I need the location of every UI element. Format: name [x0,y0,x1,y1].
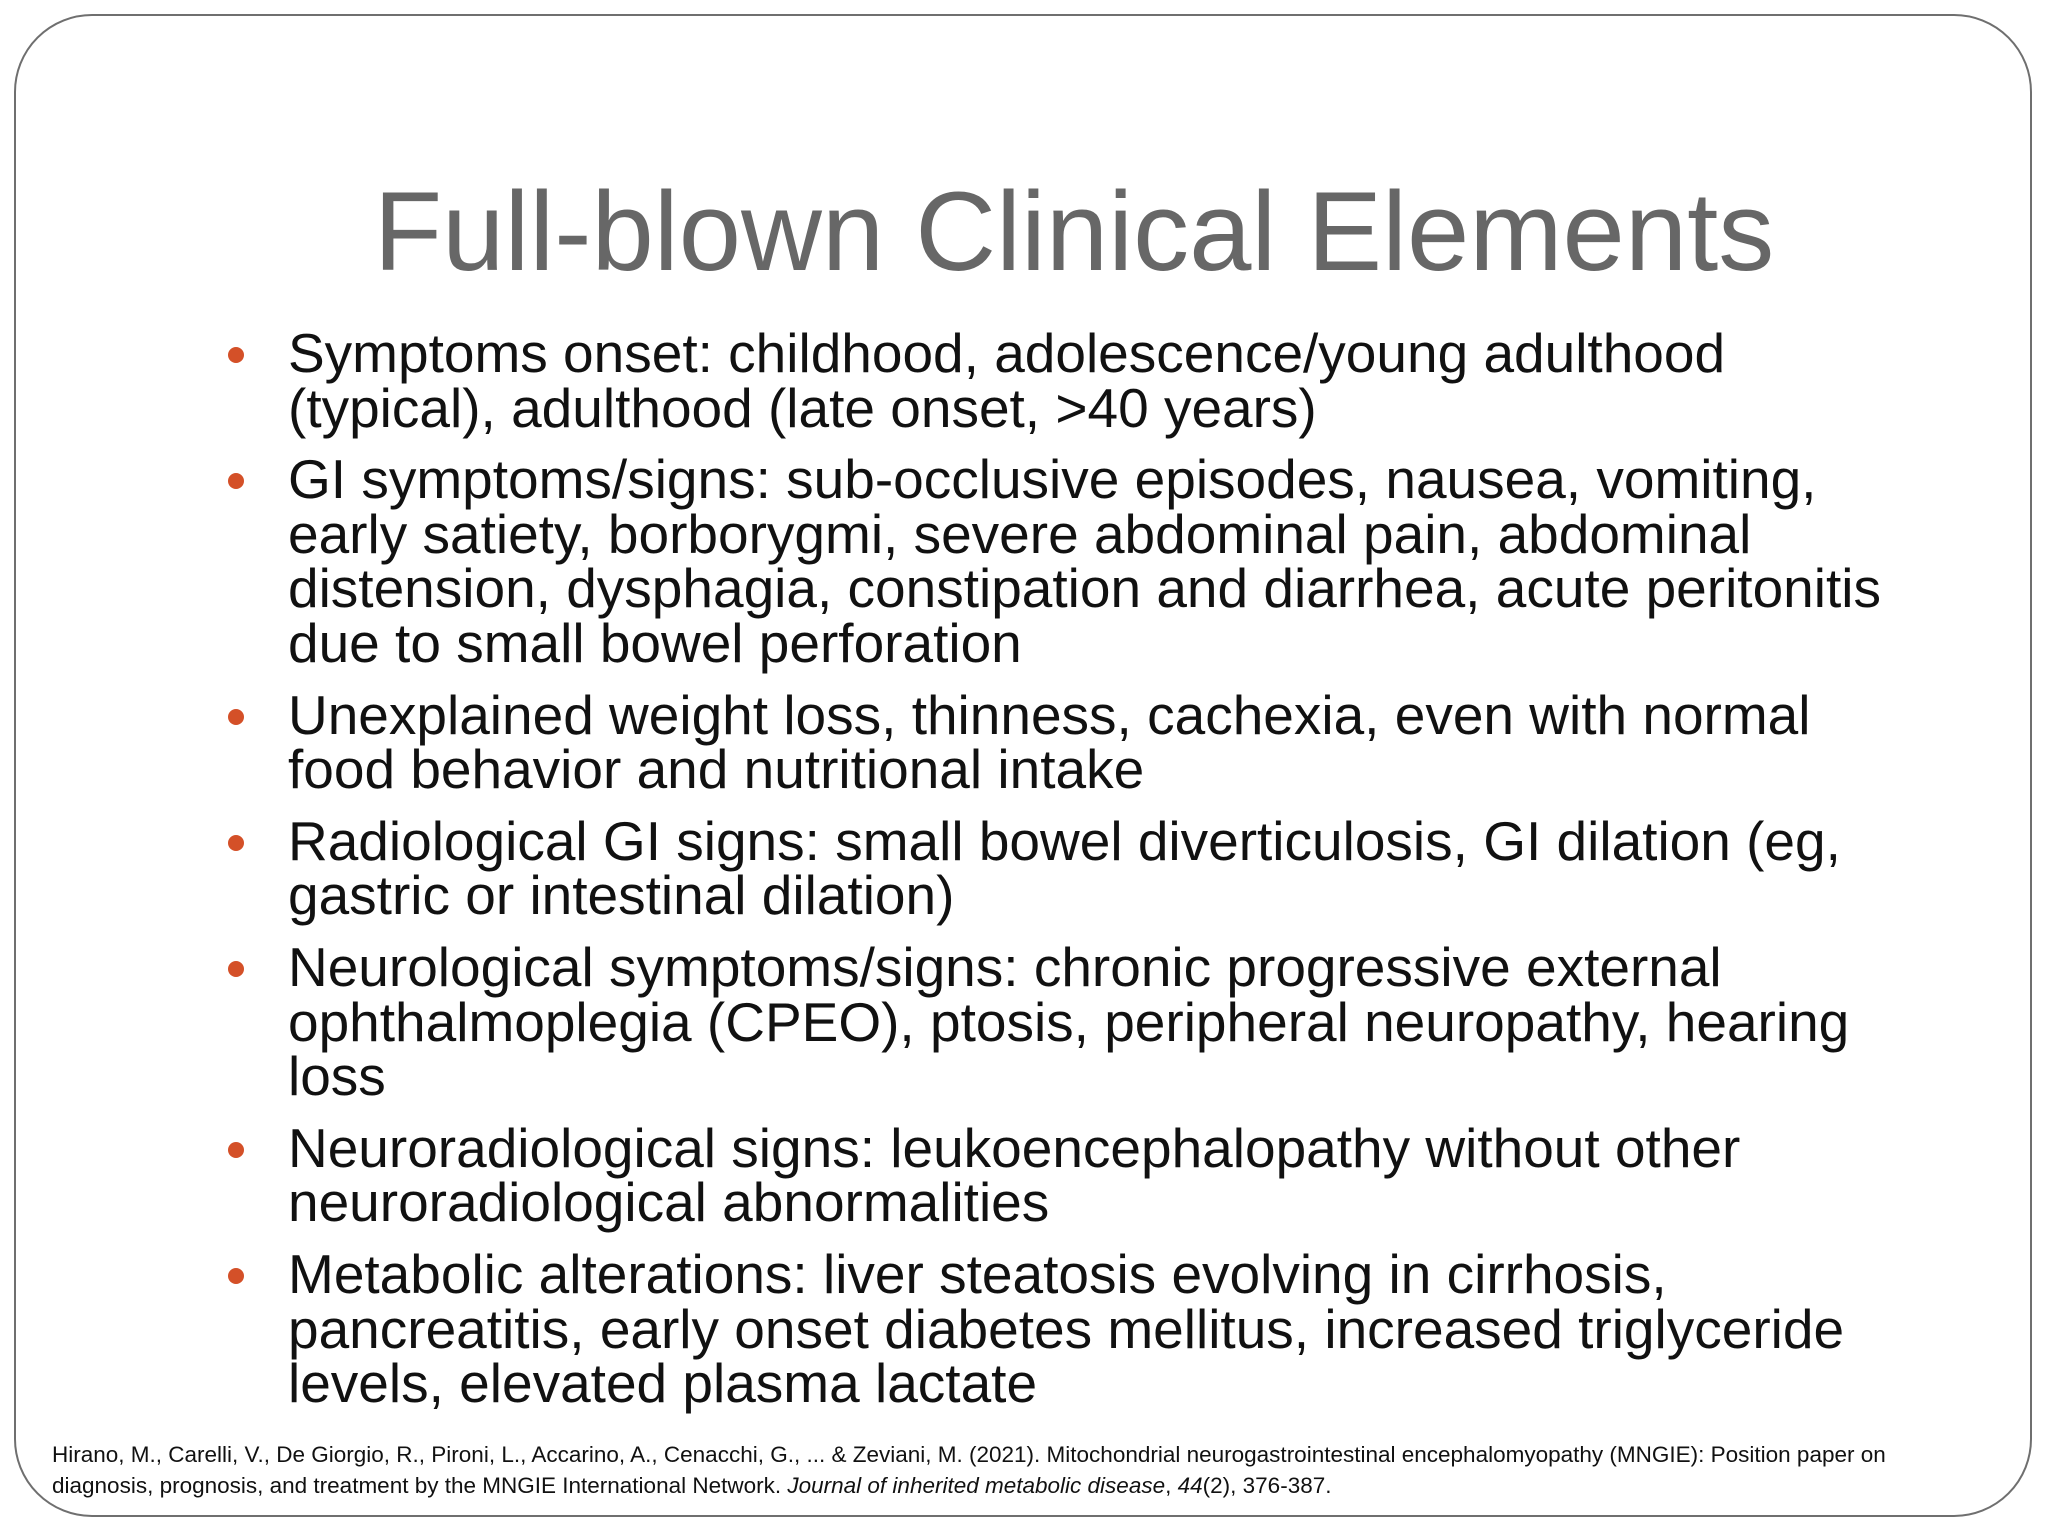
citation-text: Hirano, M., Carelli, V., De Giorgio, R., Pironi, L., Accarino, A., Cenacchi, G., ... & Zeviani, M. (2021). Mitochondrial neurogastrointestinal encephalomyopathy (MNGIE): Position paper on diagnosis, prognosis, and treatment by the MNGIE International Network. [52,1442,1886,1498]
bullet-item [288,1116,1928,1234]
bullet-list [288,322,1928,1428]
bullet-dot-icon [228,1142,244,1158]
bullet-text: Neuroradiological signs: leukoencephalopathy without other neuroradiological abnormalities [288,1116,1741,1234]
citation [52,1439,1992,1501]
bullet-item [288,809,1928,927]
citation-separator: , [1165,1473,1178,1498]
citation-journal: Journal of inherited metabolic disease [787,1473,1166,1498]
bullet-text: Metabolic alterations: liver steatosis evolving in cirrhosis, pancreatitis, early onset diabetes mellitus, increased triglyceride levels, elevated plasma lactate [288,1242,1845,1415]
bullet-item [288,322,1928,439]
bullet-item [288,1242,1928,1415]
bullet-text: Symptoms onset: childhood, adolescence/young adulthood (typical), adulthood (late onset, >40 years) [288,322,1726,439]
bullet-item [288,935,1928,1108]
bullet-text: Neurological symptoms/signs: chronic progressive external ophthalmoplegia (CPEO), ptosis, peripheral neuropathy, hearing loss [288,935,1850,1108]
bullet-text: Radiological GI signs: small bowel diverticulosis, GI dilation (eg, gastric or intestinal dilation) [288,809,1841,927]
slide-title: Full-blown Clinical Elements [373,169,1775,294]
bullet-item [288,448,1928,674]
bullet-dot-icon [228,835,244,851]
bullet-item [288,683,1928,801]
bullet-dot-icon [228,961,244,977]
citation-volume: 44 [1177,1473,1203,1498]
bullet-text: GI symptoms/signs: sub-occlusive episodes, nausea, vomiting, early satiety, borborygmi, severe abdominal pain, abdominal distension, dysphagia, constipation and diarrhea, acute peritonitis due to small bowel perforation [288,448,1881,674]
bullet-dot-icon [228,709,244,725]
bullet-dot-icon [228,347,244,363]
citation-pages: (2), 376-387. [1202,1473,1332,1498]
bullet-dot-icon [228,1268,244,1284]
bullet-text: Unexplained weight loss, thinness, cachexia, even with normal food behavior and nutritional intake [288,683,1811,801]
